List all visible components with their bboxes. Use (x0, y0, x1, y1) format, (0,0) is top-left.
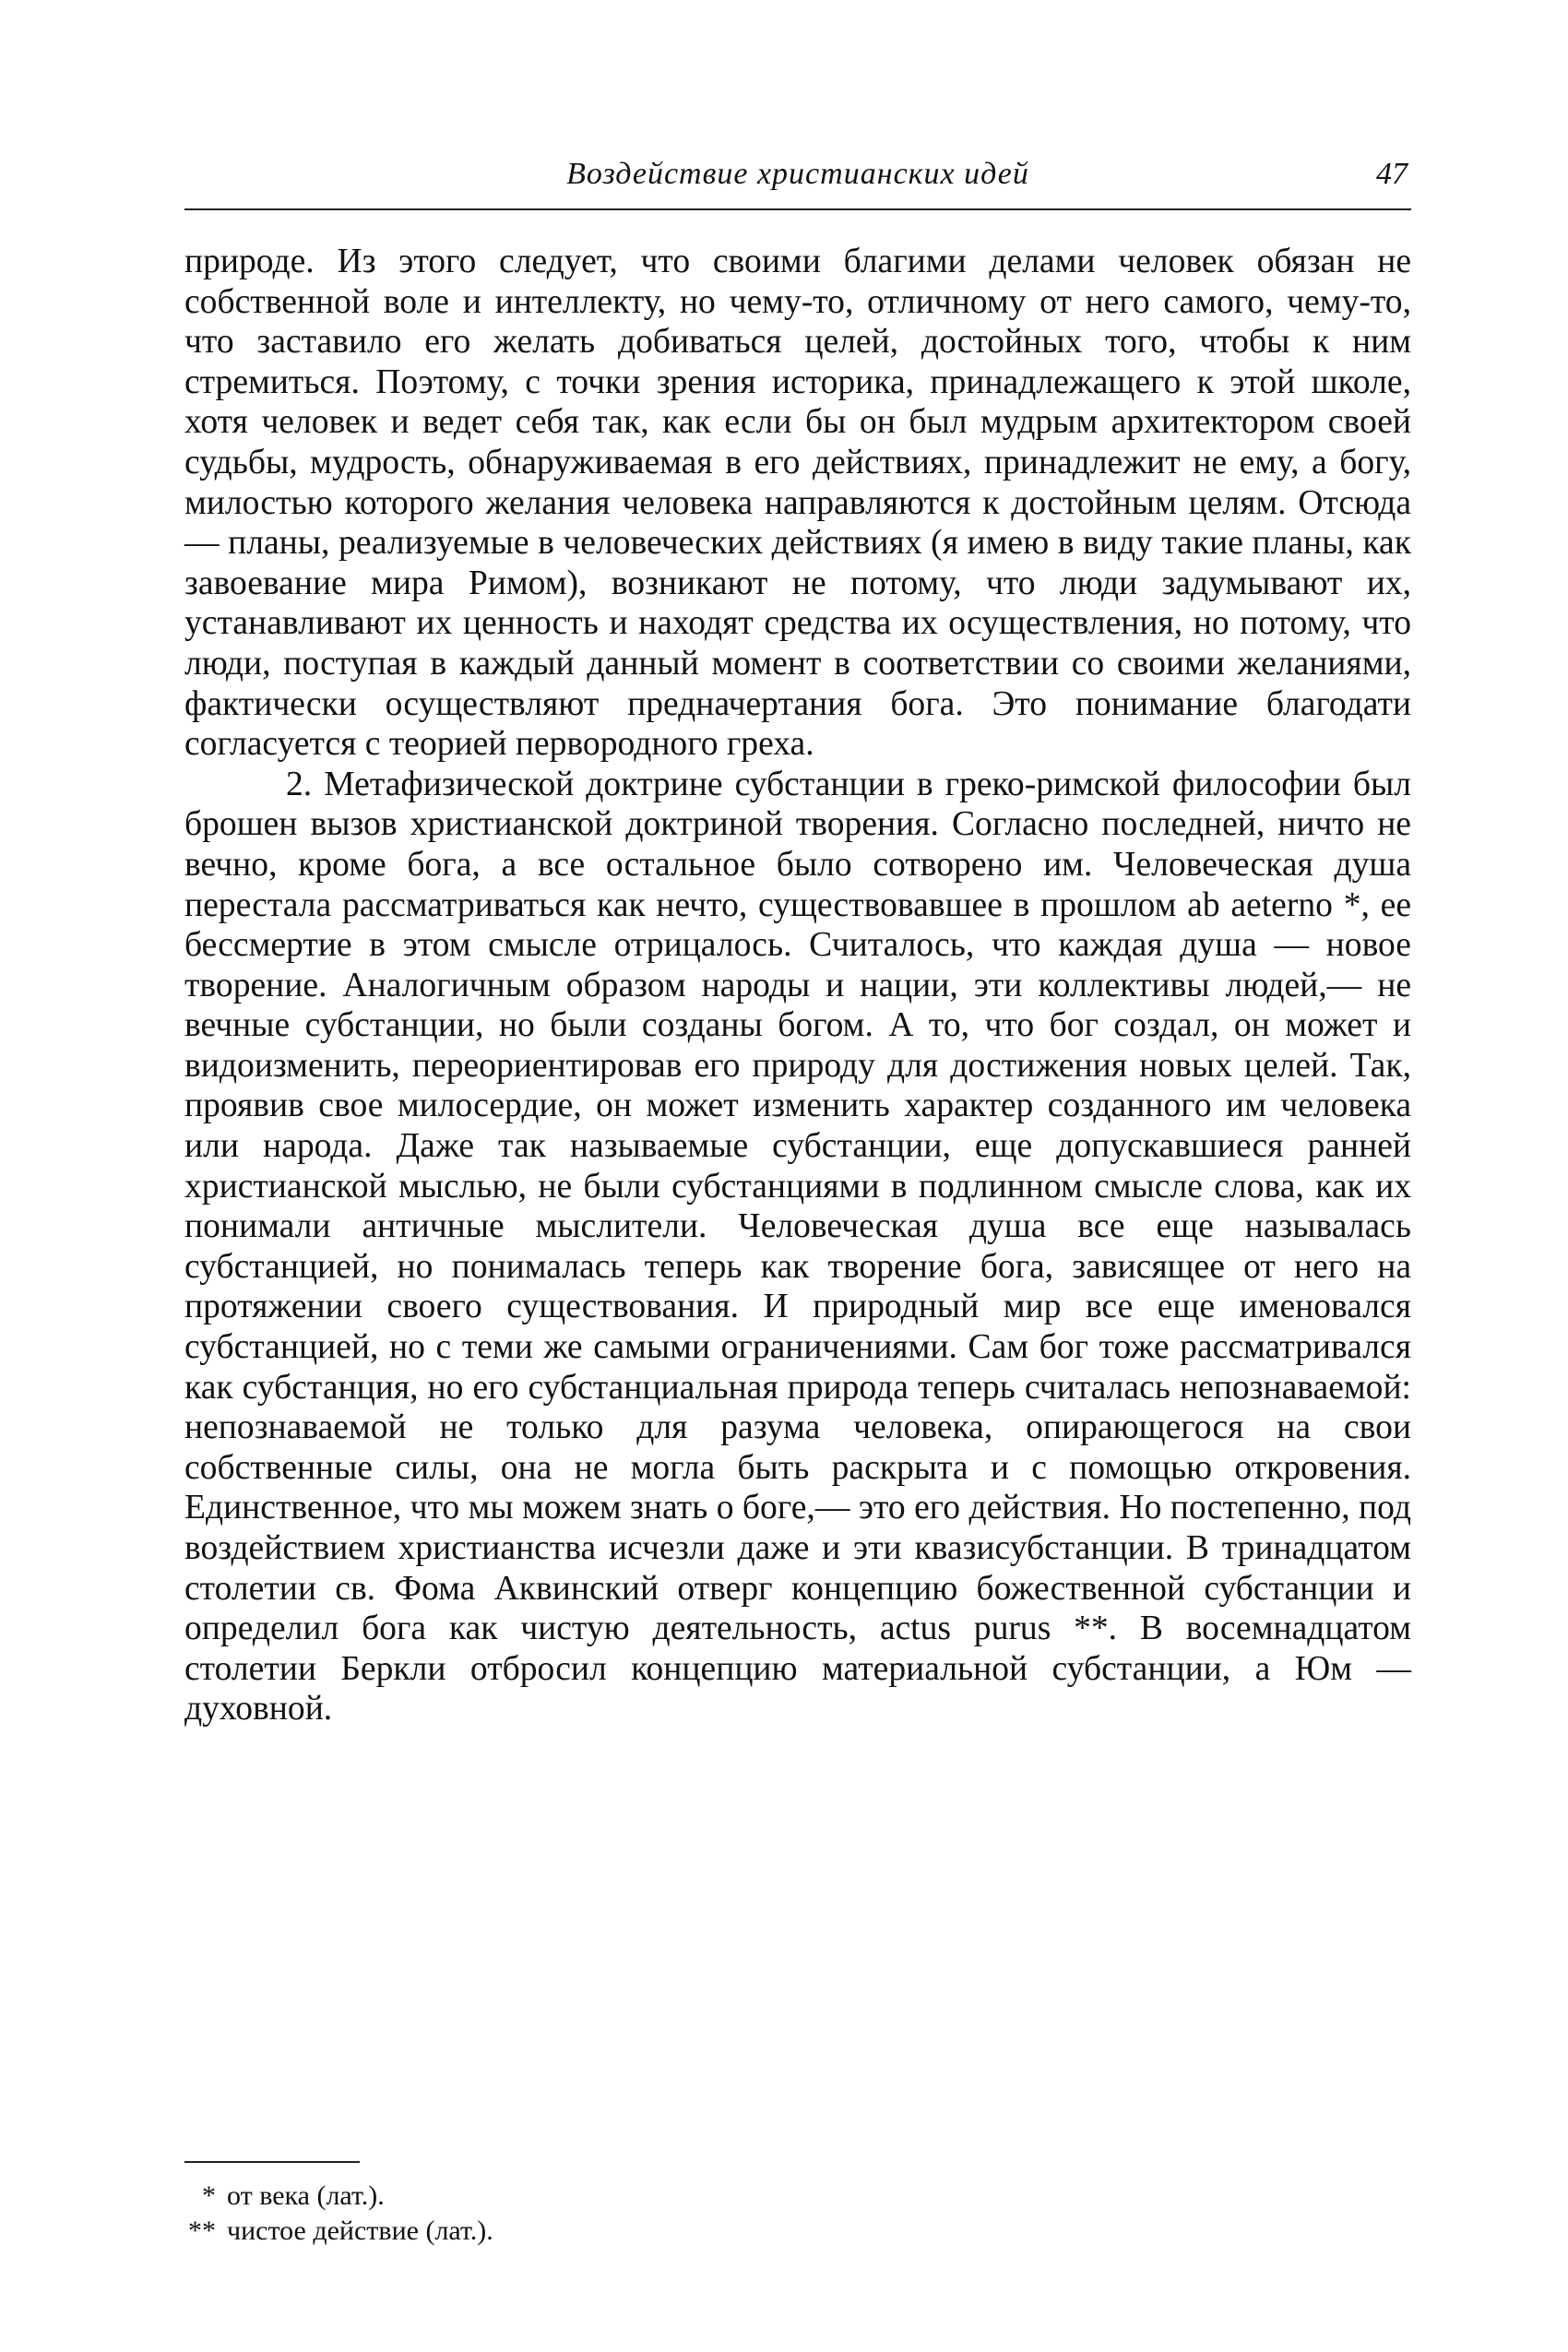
page-number: 47 (1376, 157, 1408, 191)
running-header (184, 157, 1411, 210)
footnotes (184, 2179, 1015, 2249)
footnote-text: от века (лат.). (227, 2180, 385, 2211)
header-rule (184, 208, 1411, 210)
footnote (184, 2214, 1015, 2249)
running-title: Воздействие христианских идей (566, 157, 1029, 191)
footnote-rule (184, 2161, 360, 2163)
footnote (184, 2179, 1015, 2214)
paragraph: 2. Метафизической доктрине субстанции в греко-римской философии был брошен вызов христианской доктриной творения. Согласно последней, ничто не вечно, кроме бога, а все остальное было сотворено им. Человеческая душа перестала рассматриваться как нечто, существовавшее в прошлом ab aeterno *, ее бессмертие в этом смысле отрицалось. Считалось, что каждая душа — новое творение. Аналогичным образом народы и нации, эти коллективы людей,— не вечные субстанции, но были созданы богом. А то, что бог создал, он может и видоизменить, переориентировав его природу для достижения новых целей. Так, проявив свое милосердие, он может изменить характер созданного им человека или народа. Даже так называемые субстанции, еще допускавшиеся ранней христианской мыслью, не были субстанциями в подлинном смысле слова, как их понимали античные мыслители. Человеческая душа все еще называлась субстанцией, но понималась теперь как творение бога, зависящее от него на протяжении своего существования. И природный мир все еще именовался субстанцией, но с теми же самыми ограничениями. Сам бог тоже рассматривался как субстанция, но его субстанциальная природа теперь считалась непознаваемой: непознаваемой не только для разума человека, опирающегося на свои собственные силы, она не могла быть раскрыта и с помощью откровения. Единственное, что мы можем знать о боге,— это его действия. Но постепенно, под воздействием христианства исчезли даже и эти квазисубстанции. В тринадцатом столетии св. Фома Аквинский отверг концепцию божественной субстанции и определил бога как чистую деятельность, actus purus **. В восемнадцатом столетии Беркли отбросил концепцию материальной субстанции, а Юм — духовной. (184, 765, 1411, 1728)
footnote-mark: * (202, 2180, 216, 2211)
footnote-text: чистое действие (лат.). (227, 2215, 493, 2246)
paragraph: природе. Из этого следует, что своими благими делами человек обязан не собственной воле и интеллекту, но чему-то, отличному от него самого, чему-то, что заставило его желать добиваться целей, достойных того, чтобы к ним стремиться. Поэтому, с точки зрения историка, принадлежащего к этой школе, хотя человек и ведет себя так, как если бы он был мудрым архитектором своей судьбы, мудрость, обнаруживаемая в его действиях, принадлежит не ему, а богу, милостью которого желания человека направляются к достойным целям. Отсюда — планы, реализуемые в человеческих действиях (я имею в виду такие планы, как завоевание мира Римом), возникают не потому, что люди задумывают их, устанавливают их ценность и находят средства их осуществления, но потому, что люди, поступая в каждый данный момент в соответствии со своими желаниями, фактически осуществляют предначертания бога. Это понимание благодати согласуется с теорией первородного греха. (184, 243, 1411, 764)
footnote-mark: ** (188, 2215, 216, 2246)
body-text (184, 242, 1411, 1729)
